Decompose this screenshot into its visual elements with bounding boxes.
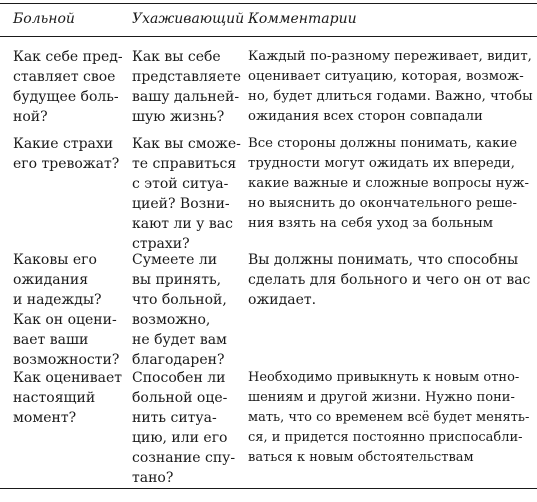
row-1-comment: Каждый по-разному переживает, видит, оценивает ситуацию, которая, возмож- но, будет длиться годами. Важно, чтобы ожидания всех сторон совпадали bbox=[248, 49, 533, 124]
row-2-caregiver: Как вы сможе- те справиться с этой ситуа- цией? Возни- кают ли у вас страхи? bbox=[132, 136, 241, 252]
table-top-rule bbox=[0, 3, 537, 4]
row-4-patient: Как оценивает настоящий момент? bbox=[13, 370, 123, 426]
header-comments: Комментарии bbox=[248, 11, 357, 27]
row-3-patient: Каковы его ожидания и надежды? Как он оцени- вает ваши возможности? bbox=[13, 252, 120, 368]
table-bottom-rule bbox=[0, 488, 537, 489]
row-2-patient: Какие страхи его тревожат? bbox=[13, 136, 120, 172]
row-4-caregiver: Способен ли больной оце- нить ситуа- цию, или его сознание спу- тано? bbox=[132, 370, 236, 486]
row-1-patient: Как себе пред- ставляет свое будущее боль- ной? bbox=[13, 49, 123, 125]
row-4-comment: Необходимо привыкнуть к новым отно- шениям и другой жизни. Нужно пони- мать, что со временем всё будет менять- ся, и придется постоянно приспосабли- ваться к новым обстоятельствам bbox=[248, 370, 530, 465]
row-1-caregiver: Как вы себе представляете вашу дальней- шую жизнь? bbox=[132, 49, 242, 125]
row-3-caregiver: Сумеете ли вы принять, что больной, возможно, не будет вам благодарен? bbox=[132, 252, 227, 368]
row-3-comment: Вы должны понимать, что способны сделать для больного и чего он от вас ожидает. bbox=[248, 252, 531, 308]
header-caregiver: Ухаживающий bbox=[132, 11, 245, 27]
header-patient: Больной bbox=[13, 11, 75, 27]
row-2-comment: Все стороны должны понимать, какие трудности могут ожидать их впереди, какие важные и сложные вопросы нуж- но выяснить до окончательного реше- ния взять на себя уход за больным bbox=[248, 136, 529, 231]
header-rule bbox=[0, 36, 537, 37]
